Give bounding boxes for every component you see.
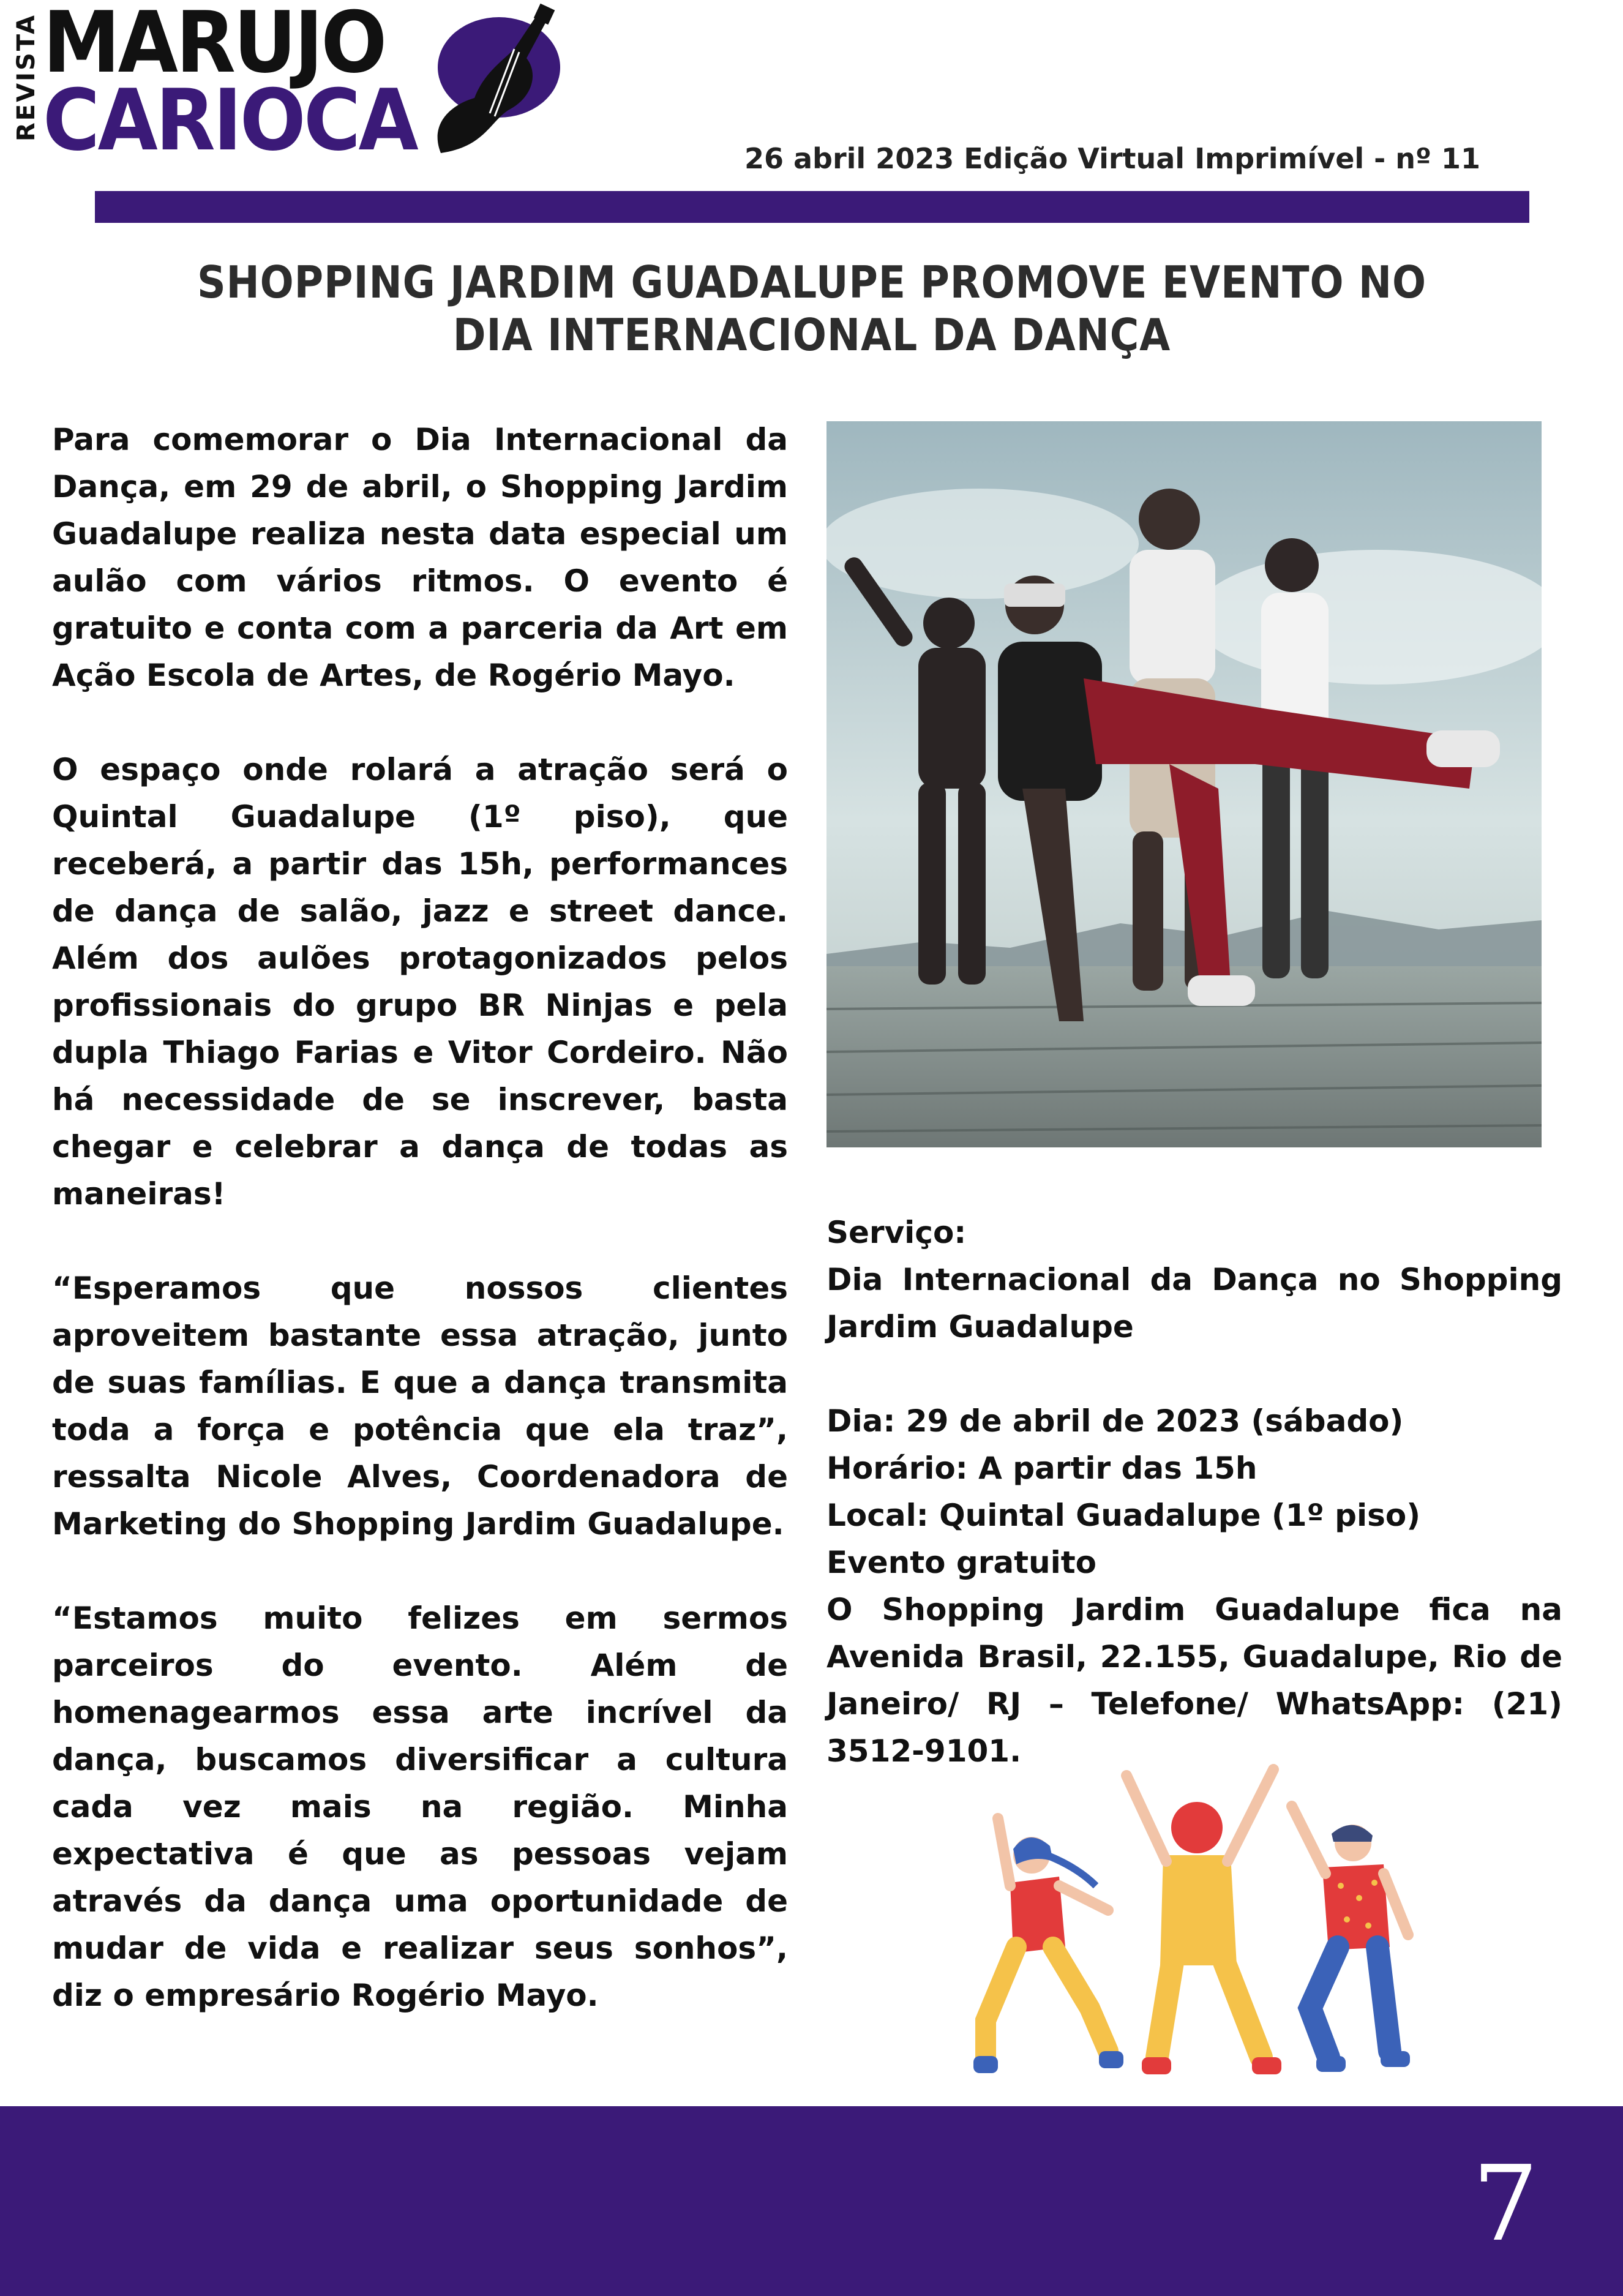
service-free: Evento gratuito (826, 1545, 1096, 1580)
spacer (826, 1351, 1562, 1398)
service-time: Horário: A partir das 15h (826, 1450, 1258, 1486)
service-title: Dia Internacional da Dança no Shopping Jardim Guadalupe (826, 1262, 1562, 1345)
guitar-silhouette-icon (416, 0, 560, 156)
header-divider-bar (95, 191, 1529, 223)
edition-info: 26 abril 2023 Edição Virtual Imprimível - nº 11 (744, 142, 1480, 175)
page-number: 7 (1472, 2144, 1539, 2265)
article-paragraph: “Estamos muito felizes em sermos parceiros do evento. Além de homenagearmos essa arte incrível da dança, buscamos diversificar a cultura cada vez mais na região. Minha expectativa é que as pessoas vejam através da dança uma oportunidade de mudar de vida e realizar seus sonhos”, diz o empresário Rogério Mayo. (52, 1600, 788, 2013)
article-paragraph: Para comemorar o Dia Internacional da Dança, em 29 de abril, o Shopping Jardim Guadalupe realiza nesta data especial um aulão com vários ritmos. O evento é gratuito e conta com a parceria da Art em Ação Escola de Artes, de Rogério Mayo. (52, 422, 788, 693)
masthead-revista: REVISTA (12, 13, 40, 141)
article-headline: SHOPPING JARDIM GUADALUPE PROMOVE EVENTO NO DIA INTERNACIONAL DA DANÇA (197, 257, 1427, 361)
masthead-title-line2: CARIOCA (43, 71, 417, 170)
masthead-title-line1: MARUJO (43, 0, 385, 92)
footer-bar (0, 2106, 1623, 2296)
service-day: Dia: 29 de abril de 2023 (sábado) (826, 1403, 1404, 1439)
service-info (826, 1209, 1562, 1775)
dancing-people-illustration (961, 1763, 1426, 2106)
article-paragraph: “Esperamos que nossos clientes aproveitem bastante essa atração, junto de suas famílias. E que a dança transmita toda a força e potência que ela traz”, ressalta Nicole Alves, Coordenadora de Marketing do Shopping Jardim Guadalupe. (52, 1270, 788, 1542)
service-address: O Shopping Jardim Guadalupe fica na Avenida Brasil, 22.155, Guadalupe, Rio de Janeiro/ RJ – Telefone/ WhatsApp: (21) 3512-9101. (826, 1592, 1562, 1769)
article-body (52, 416, 788, 2066)
service-heading: Serviço: (826, 1215, 967, 1250)
street-dancers-photo (826, 421, 1542, 1147)
service-place: Local: Quintal Guadalupe (1º piso) (826, 1498, 1421, 1533)
article-paragraph: O espaço onde rolará a atração será o Quintal Guadalupe (1º piso), que receberá, a partir das 15h, performances de dança de salão, jazz e street dance. Além dos aulões protagonizados pelos profissionais do grupo BR Ninjas e pela dupla Thiago Farias e Vitor Cordeiro. Não há necessidade de se inscrever, basta chegar e celebrar a dança de todas as maneiras! (52, 752, 788, 1212)
masthead (0, 0, 563, 170)
